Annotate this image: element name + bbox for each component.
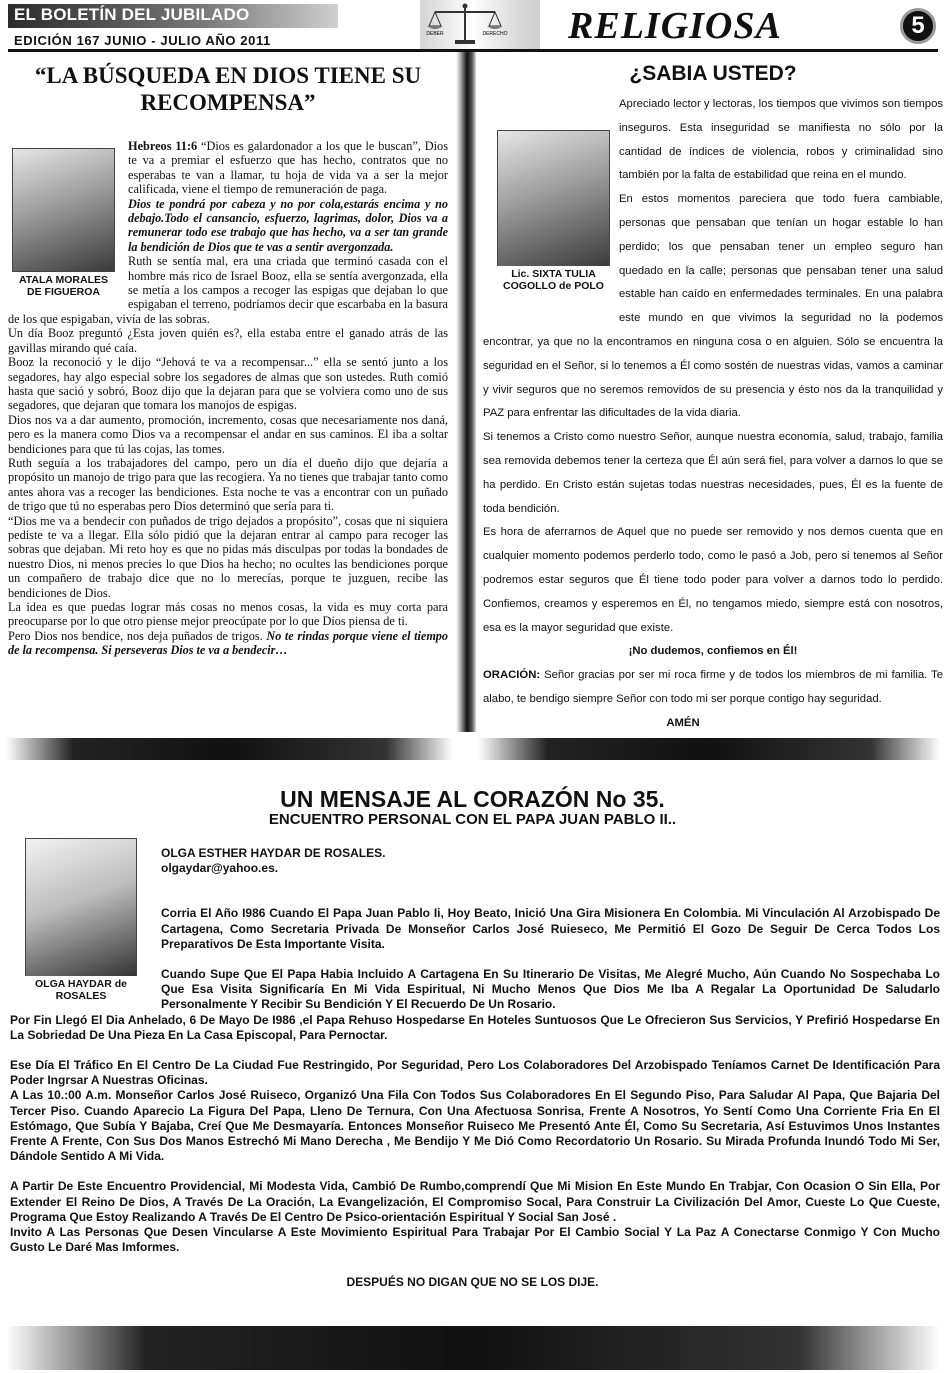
left-paragraph: “Dios me va a bendecir con puñados de trigo dejados a propósito”, cosas que ni siquiera pediste te va a llegar. Ella sólo pidió que la dejaran entrar al campo para recoger las sobras que dejaban. Mi reto hoy es que no pidas más disculpas por todas la bondades de nuestro Dios, ni menos precies lo que Dios ha hecho; no ocultes las bendiciones porque un compañero de trabajo dice que no lo merecías, porque te juzguen, recibe las bendiciones de Dios. [8, 513, 448, 600]
bottom-article-subtitle: ENCUENTRO PERSONAL CON EL PAPA JUAN PABLO II.. [268, 811, 677, 828]
left-paragraph: La idea es que puedas lograr más cosas no menos cosas, la vida es muy corta para preocuparse por lo que otro piense mejor preocúpate por lo que Dios piensa de ti. [8, 600, 448, 629]
bottom-paragraph: Cuando Supe Que El Papa Habia Incluido A Cartagena En Su Itinerario De Visitas, Me Alegré Mucho, Aún Cuando No Sospechaba Lo Que Esa Visita Significaría En Mi Vida Espiritual, Ni Mucho Menos Que Dios Me Iba A Regalar La Oportunidad De Saludarlo Personalmente Y Recibir Su Bendición Y El Recuerdo De Un Rosario. [161, 967, 940, 1012]
callout-line: ¡No dudemos, confiemos en Él! [628, 645, 798, 658]
spacer [10, 1164, 940, 1179]
right-section-bar [478, 738, 940, 760]
page-header [0, 0, 945, 52]
left-paragraph [8, 629, 448, 658]
closing-statement: DESPUÉS NO DIGAN QUE NO SE LOS DIJE. [346, 1275, 599, 1289]
sixta-tulia-photo [497, 130, 610, 268]
left-paragraph: Ruth seguía a los trabajadores del campo, pero un día el dueño dijo que dejaría a propósito un manojo de trigo para que las recogiera. Ya no tienes que trabajar tanto como antes ahora vas a recoger las bendiciones. Esta noche te vas a encontrar con un puñado de trigo que tú no esperabas pero Dios determinó que sería para ti. [8, 455, 448, 514]
left-paragraph: Un día Booz preguntó ¿Esta joven quién es?, ella estaba entre el ganado atrás de las gavillas mirando qué caía. [8, 326, 448, 355]
paragraph-text: “Dios es galardonador a los que le buscan”, Dios te va a premiar el esfuerzo que has hecho, contratos que no esperabas te van a llamar, tu hoja de vida va a ser la mejor calificada, viene el tiempo de remuneración de paga. [128, 139, 448, 197]
bottom-paragraph: Corria El Año I986 Cuando El Papa Juan Pablo Ii, Hoy Beato, Inició Una Gira Misionera En Colombia. Mi Vinculación Al Arzobispado De Cartagena, Como Secretaria Privada De Monseñor Carlos José Ruieseco, Me Permitió El Gozo De Seguir De Cerca Todos Los Preparativos De Esta Importante Visita. [161, 906, 940, 951]
bottom-paragraph: A Partir De Este Encuentro Providencial, Mi Modesta Vida, Cambió De Rumbo,comprendí Que Mi Mision En Este Mundo En Trabjar, Con Ocasion O Sin Ella, Por Extender El Reino De Dios, A Través De La Oración, La Evangelización, El Compromiso Socal, Para Construir La Civilización Del Amor, Cueste Lo Que Cueste, Programa Que Estoy Realizando A Través De El Centro De Psico-orientación Espiritual Y Social San José . [10, 1179, 940, 1224]
prayer-paragraph [483, 664, 943, 712]
bottom-article-title: UN MENSAJE AL CORAZÓN No 35. [280, 786, 665, 812]
column-divider [456, 52, 476, 732]
closing-emphasis: No te rindas porque viene el tiempo de la recompensa. Si perseveras Dios te va a bendecir… [8, 628, 448, 658]
bottom-paragraph: Por Fin Llegó El Dia Anhelado, 6 De Mayo De I986 ,el Papa Rehuso Hospedarse En Hoteles Suntuosos Que Le Ofrecieron Sus Servicios, Y Prefirió Hospedarse En La Sobriedad De Una Pieza En La Casa Episcopal, Para Pernoctar. [10, 1012, 940, 1042]
scale-left-label: DEBER [426, 31, 444, 37]
left-paragraph: Ruth se sentía mal, era una criada que terminó casada con el hombre más rico de Israel Booz, ella se sentía avergonzada, ella se metía a los campos a recoger las espigas que dejaban lo que espigaban el terreno, podríamos decir que escarbaba en la basura de los que espigaban, vivía de las sobras. [8, 254, 448, 326]
left-section-bar [6, 738, 453, 760]
olga-haydar-photo [25, 838, 137, 978]
left-paragraph: Dios nos va a dar aumento, promoción, incremento, cosas que necesariamente nos daná, pero es la manera como Dios va a recompensar el andar en sus caminos. El iba a soltar bendiciones para que tú las cojas, las tomes. [8, 412, 448, 456]
bottom-article-body [10, 846, 940, 1255]
newsletter-name: EL BOLETÍN DEL JUBILADO [14, 5, 250, 24]
edition-info: EDICIÓN 167 JUNIO - JULIO AÑO 2011 [14, 33, 271, 48]
author-email: olgaydar@yahoo.es. [161, 861, 279, 876]
section-title: RELIGIOSA [568, 5, 782, 47]
prayer-text: Señor gracias por ser mi roca firme y de todos los miembros de mi familia. Te alabo, te bendigo siempre Señor con todo mi ser porque contigo hay seguridad. [483, 669, 943, 705]
amen-line: AMÉN [666, 716, 700, 729]
right-paragraph: Si tenemos a Cristo como nuestro Señor, aunque nuestra economía, salud, trabajo, familia sea removida debemos tener la certeza que Él aún será fiel, para volver a darnos lo que se ha perdido. En Cristo están sujetas todas nuestras necesidades, pues, Él es la fuente de toda bendición. [483, 431, 943, 515]
page-number: 5 [900, 8, 936, 44]
bottom-section-bar [6, 1326, 940, 1348]
right-photo-caption: Lic. SIXTA TULIA COGOLLO de POLO [497, 266, 610, 294]
paragraph-text: Pero Dios nos bendice, nos deja puñados de trigos. [8, 628, 267, 643]
spacer [10, 1043, 940, 1058]
bottom-photo-caption: OLGA HAYDAR de ROSALES [25, 976, 137, 1004]
footer-bar [6, 1348, 940, 1370]
bottom-paragraph: Ese Día El Tráfico En El Centro De La Ciudad Fue Restringido, Por Seguridad, Pero Los Colaboradores Del Arzobispado Teníamos Carnet De Identificación Para Poder Ingrsar A Nuestras Oficinas. [10, 1058, 940, 1088]
left-article-title: “LA BÚSQUEDA EN DIOS TIENE SU RECOMPENSA” [34, 63, 422, 115]
right-paragraph: Apreciado lector y lectoras, los tiempos que vivimos son tiempos inseguros. Esta inseguridad se manifiesta no sólo por la cantidad de índices de violencia, robos y criminalidad sino también por la falta de estabilidad que reina en el mundo. [619, 98, 943, 182]
author-name: OLGA ESTHER HAYDAR DE ROSALES. [161, 846, 386, 860]
right-article-title: ¿SABIA USTED? [629, 62, 797, 85]
scripture-reference: Hebreos 11:6 [128, 139, 198, 153]
bottom-paragraph: Invito A Las Personas Que Desen Vincularse A Este Movimiento Espiritual Para Trabajar Por El Cambio Social Y La Paz A Conectarse Conmigo Y Con Mucho Gusto Le Daré Mas Imformes. [10, 1225, 940, 1255]
right-paragraph: Es hora de aferrarnos de Aquel que no puede ser removido y nos demos cuenta que en cualquier momento podemos perderlo todo, como le pasó a Job, pero si tenemos al Señor podremos estar seguros que Él tiene todo poder para volver a darnos todo lo perdido. Confiemos, creamos y esperemos en Él, no tengamos miedo, siempre está con nosotros, esa es la mayor seguridad que existe. [483, 526, 943, 634]
scales-of-justice-icon [425, 2, 508, 48]
left-photo-caption: ATALA MORALES DE FIGUEROA [12, 272, 115, 299]
bottom-paragraph: A Las 10.:00 A.m. Monseñor Carlos José Ruiseco, Organizó Una Fila Con Todos Sus Colaboradores En El Segundo Piso, Para Saludar Al Papa, Que Bajaria Del Tercer Piso. Cuando Aparecio La Figura Del Papa, Lleno De Ternura, Con Una Afectuosa Sonrisa, Frente A Nosotros, Yo Sentí Como Una Corriente Fria En El Estómago, Que Subía Y Bajaba, Creí Que Me Desmayaría. Entonces Monseñor Ruiseco Me Presentó Ante Él, Como Su Secretaria, Así Estuvimos Unos Instantes Frente A Frente, Con Sus Dos Manos Estrechó Mi Mano Derecha , Me Bendijo Y Me Dió Como Recordatorio Un Rosario. Su Mirada Profunda Inundó Todo Mi Ser, Dándole Sentido A Mi Vida. [10, 1088, 940, 1164]
prayer-label: ORACIÓN: [483, 669, 541, 682]
left-paragraph-emphasis: Dios te pondrá por cabeza y no por cola,estarás encima y no debajo.Todo el cansancio, esfuerzo, lagrimas, dolor, Dios va a remunerar todo ese trabajo que has hecho, va a ser tan grande la bendición de Dios que te vas a sentir avergonzada. [128, 196, 448, 254]
atala-morales-photo [12, 148, 115, 272]
left-paragraph: Booz la reconoció y le dijo “Jehová te va a recompensar...” ella se sentó junto a los segadores, hay algo especial sobre los segadores de almas que son ustedes. Ruth comió hasta que sació y sobró, Booz dijo que la dejaran para que se volviera como uno de sus segadores, que dejaran que tomara los manojos de espigas. [8, 355, 448, 413]
right-paragraph: En estos momentos pareciera que todo fuera cambiable, personas que pensaban que tenían un hogar estable lo han perdido; los que pensaban tener un empleo seguro han quedado en la calle; personas que pensaban tener una salud estable han caído en enfermedades terminales. En una palabra este mundo en que vivimos la seguridad no la podemos encontrar, ya que no la encontramos en ninguna cosa o en alguien. Sólo se encuentra la seguridad en el Señor, si lo tenemos a Él como sostén de nuestras vidas, vamos a caminar y vivir seguros que no seremos removidos de su presencia y ésto nos da la tranquilidad y PAZ para enfrentar las dificultades de la vida diaria. [483, 193, 943, 420]
scale-right-label: DERECHO [482, 31, 508, 37]
